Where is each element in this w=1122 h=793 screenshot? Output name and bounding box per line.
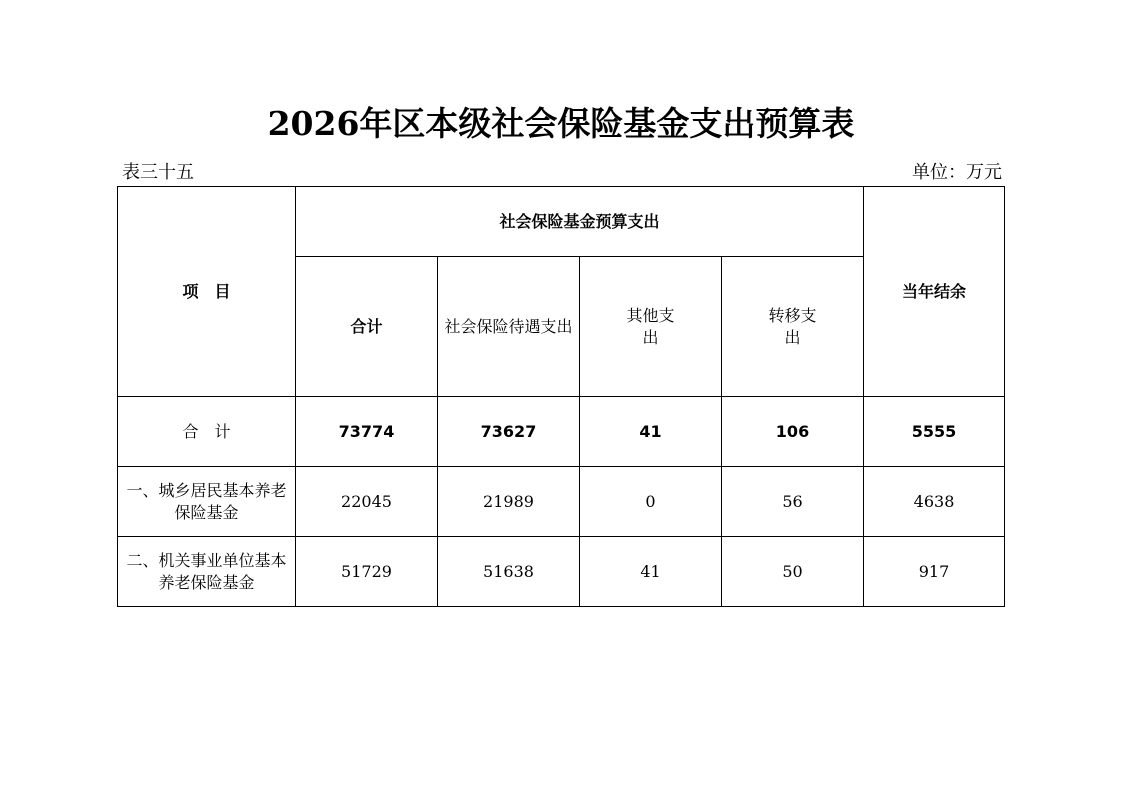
cell-other: 0 (580, 467, 722, 537)
row-name: 一、城乡居民基本养老保险基金 (118, 467, 296, 537)
cell-benefit: 51638 (438, 537, 580, 607)
cell-total: 51729 (296, 537, 438, 607)
cell-benefit: 21989 (438, 467, 580, 537)
table-row (118, 467, 1005, 537)
table-number: 表三十五 (122, 162, 194, 183)
header-item: 项 目 (118, 187, 296, 397)
page-title: 2026年区本级社会保险基金支出预算表 (267, 104, 855, 143)
cell-transfer: 56 (722, 467, 864, 537)
cell-transfer: 106 (722, 397, 864, 467)
cell-other: 41 (580, 397, 722, 467)
unit-label: 单位：万元 (912, 162, 1002, 183)
header-transfer: 转移支出 (722, 257, 864, 397)
cell-other: 41 (580, 537, 722, 607)
cell-balance: 4638 (864, 467, 1005, 537)
cell-balance: 917 (864, 537, 1005, 607)
cell-total: 22045 (296, 467, 438, 537)
row-name: 二、机关事业单位基本养老保险基金 (118, 537, 296, 607)
budget-table (117, 186, 1005, 607)
table-row (118, 537, 1005, 607)
header-balance: 当年结余 (864, 187, 1005, 397)
cell-benefit: 73627 (438, 397, 580, 467)
header-benefit: 社会保险待遇支出 (438, 257, 580, 397)
table-row (118, 397, 1005, 467)
header-group: 社会保险基金预算支出 (296, 187, 864, 257)
row-name: 合 计 (118, 397, 296, 467)
cell-transfer: 50 (722, 537, 864, 607)
header-total: 合计 (296, 257, 438, 397)
header-other: 其他支出 (580, 257, 722, 397)
cell-balance: 5555 (864, 397, 1005, 467)
cell-total: 73774 (296, 397, 438, 467)
